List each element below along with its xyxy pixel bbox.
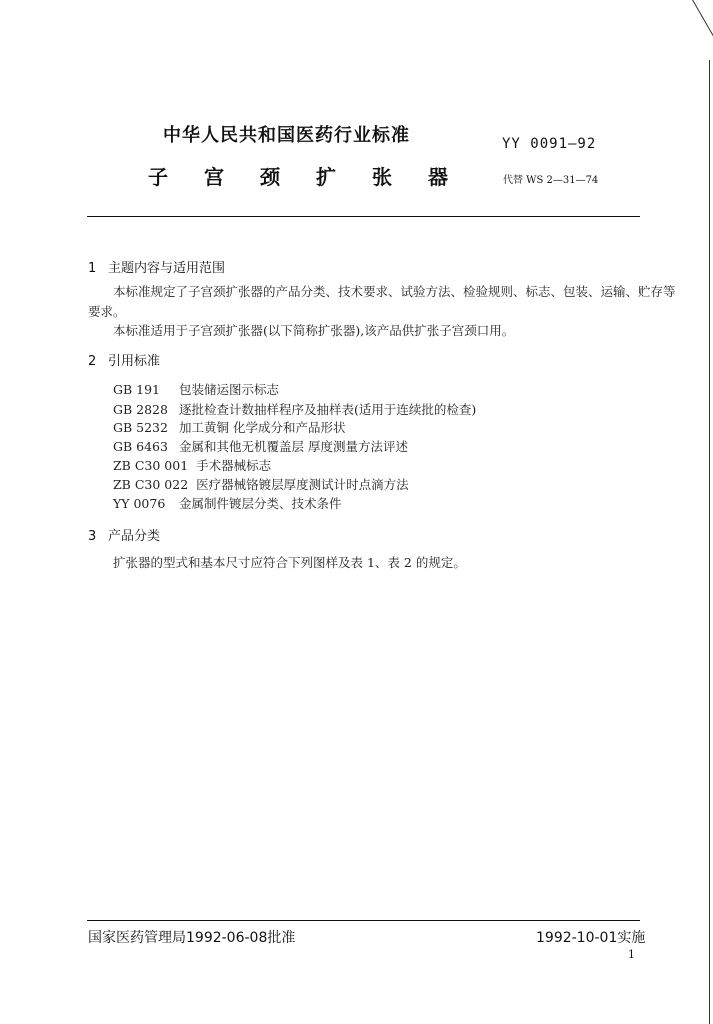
header-divider xyxy=(87,216,640,217)
section-3-paragraph-1: 扩张器的型式和基本尺寸应符合下列图样及表 1、表 2 的规定。 xyxy=(113,555,466,570)
reference-title: 逐批检查计数抽样程序及抽样表(适用于连续批的检查) xyxy=(179,402,477,417)
page-number: 1 xyxy=(628,948,635,961)
approval-note: 国家医药管理局1992-06-08批准 xyxy=(88,930,296,946)
reference-item xyxy=(113,494,342,512)
reference-code: GB 191 xyxy=(113,382,161,397)
section-number: 1 xyxy=(88,261,97,276)
reference-title: 金属和其他无机覆盖层 厚度测量方法评述 xyxy=(179,439,408,454)
document-title-char: 扩 xyxy=(316,165,336,189)
scan-edge-line xyxy=(709,60,710,1024)
section-title: 引用标准 xyxy=(108,354,161,369)
reference-code: ZB C30 001 xyxy=(113,458,189,473)
section-1-heading xyxy=(88,257,225,276)
section-3-heading xyxy=(88,525,160,544)
reference-title: 医疗器械铬镀层厚度测试计时点滴方法 xyxy=(196,477,409,492)
reference-code: GB 2828 xyxy=(113,402,168,417)
replaces-note: 代替 WS 2—31—74 xyxy=(503,175,599,186)
section-title: 主题内容与适用范围 xyxy=(108,261,226,276)
reference-item xyxy=(113,437,408,455)
standard-title: 中华人民共和国医药行业标准 xyxy=(163,125,410,146)
scan-edge-mark xyxy=(692,0,713,52)
section-number: 3 xyxy=(88,529,97,544)
reference-item xyxy=(113,418,345,436)
reference-item xyxy=(113,475,409,493)
reference-title: 包装储运图示标志 xyxy=(179,382,280,397)
document-title-char: 张 xyxy=(372,165,392,189)
reference-item xyxy=(113,456,271,474)
section-title: 产品分类 xyxy=(108,529,161,544)
section-1-paragraph-1-line-2: 要求。 xyxy=(88,304,126,319)
document-title xyxy=(148,161,448,190)
reference-code: GB 5232 xyxy=(113,420,168,435)
effective-date: 1992-10-01实施 xyxy=(536,930,646,946)
reference-title: 加工黄铜 化学成分和产品形状 xyxy=(179,420,346,435)
document-code: YY 0091—92 xyxy=(502,136,597,152)
footer-divider xyxy=(87,920,640,921)
document-title-char: 宫 xyxy=(204,165,224,189)
section-2-heading xyxy=(88,350,160,369)
reference-title: 金属制件镀层分类、技术条件 xyxy=(179,496,342,511)
reference-item xyxy=(113,380,279,398)
reference-item xyxy=(113,400,476,418)
reference-code: ZB C30 022 xyxy=(113,477,189,492)
reference-code: GB 6463 xyxy=(113,439,168,454)
document-title-char: 颈 xyxy=(260,165,280,189)
document-title-char: 器 xyxy=(428,165,448,189)
section-number: 2 xyxy=(88,354,97,369)
reference-code: YY 0076 xyxy=(113,496,166,511)
reference-title: 手术器械标志 xyxy=(196,458,272,473)
section-1-paragraph-2: 本标准适用于子宫颈扩张器(以下简称扩张器),该产品供扩张子宫颈口用。 xyxy=(113,323,515,338)
section-1-paragraph-1-line-1: 本标准规定了子宫颈扩张器的产品分类、技术要求、试验方法、检验规则、标志、包装、运输、贮存等 xyxy=(113,284,676,299)
document-title-char: 子 xyxy=(148,165,168,189)
